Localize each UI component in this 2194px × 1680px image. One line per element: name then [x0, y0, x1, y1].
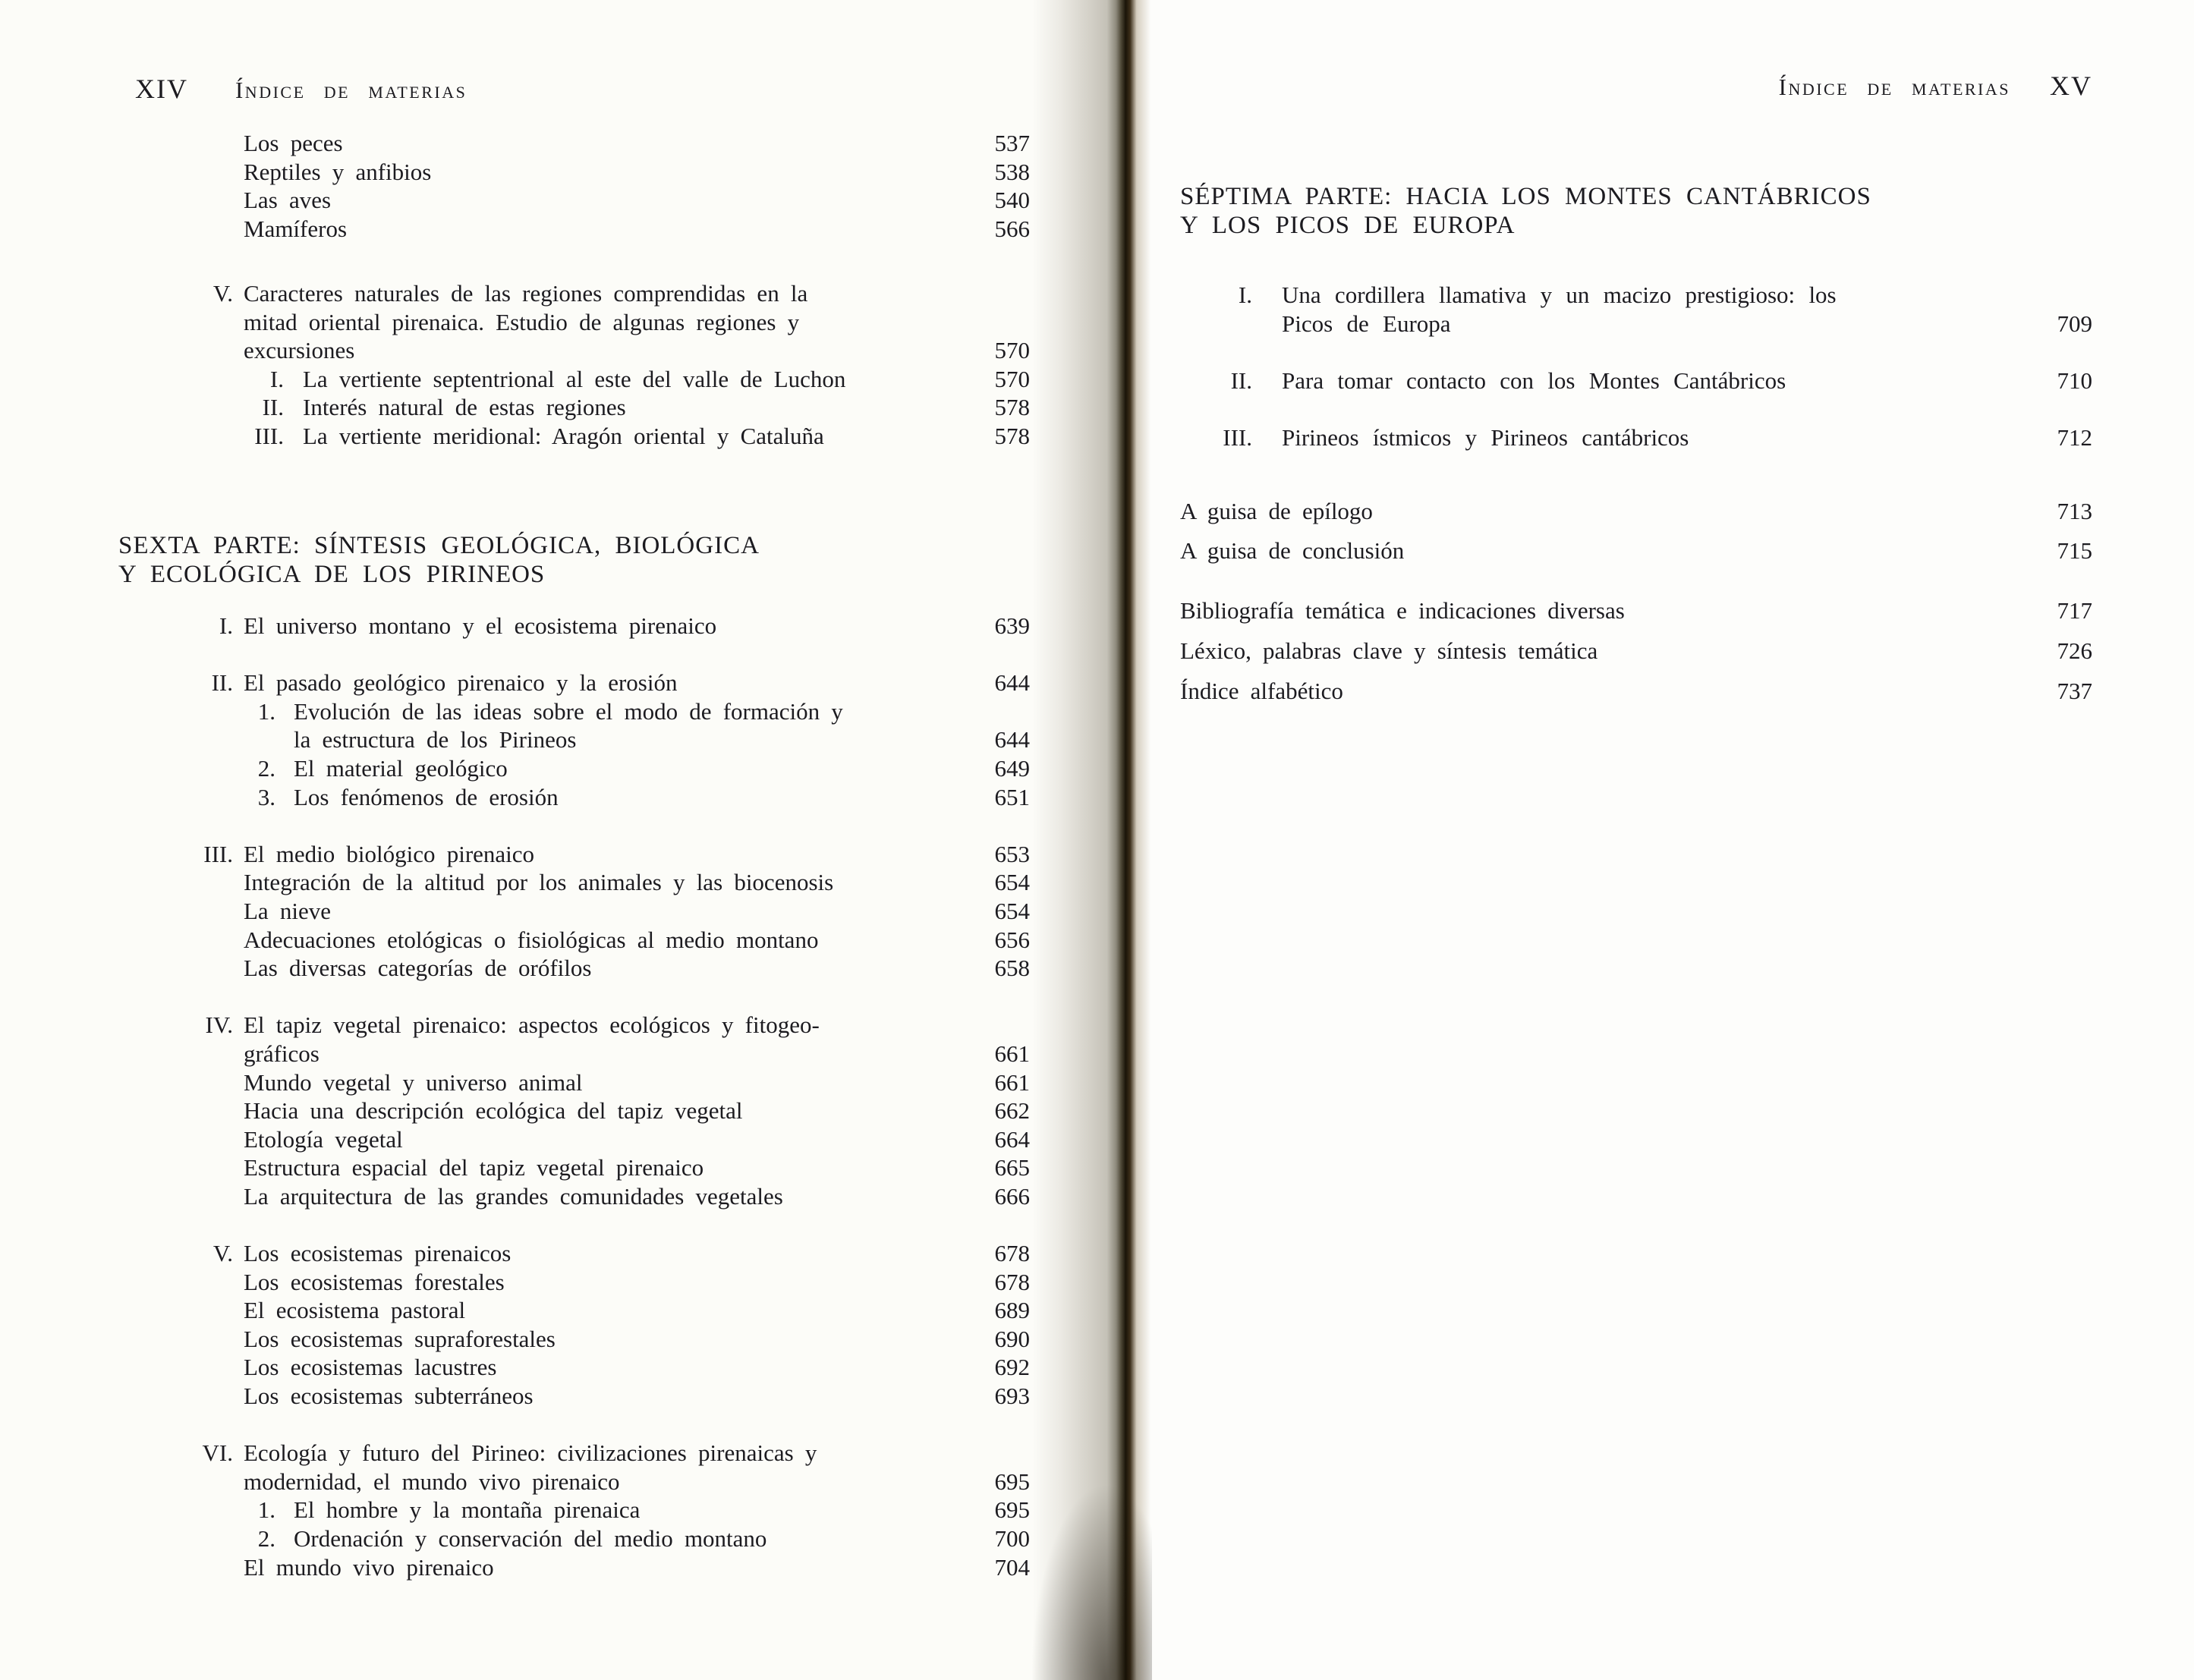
toc-entry-title: Índice alfabético	[1180, 678, 1343, 704]
toc-item-numeral-empty	[118, 1468, 233, 1496]
toc-entry-title: La vertiente meridional: Aragón oriental y Cataluña	[303, 422, 824, 449]
toc-item-numeral-empty	[118, 897, 233, 926]
toc-entry-title: El medio biológico pirenaico	[244, 840, 535, 867]
toc-item-numeral: V.	[212, 1240, 233, 1267]
toc-page-number: 566	[994, 215, 1030, 242]
toc-entry-title: La arquitectura de las grandes comunidades vegetales	[244, 1182, 783, 1210]
toc-row	[118, 1353, 1030, 1382]
part-heading-line: Y ECOLÓGICA DE LOS PIRINEOS	[118, 561, 546, 588]
toc-row	[1180, 671, 2092, 711]
toc-item-numeral-empty	[118, 215, 233, 244]
toc-entry-title: Los fenómenos de erosión	[294, 783, 559, 810]
toc-item-numeral-empty	[118, 1153, 233, 1182]
toc-row	[118, 365, 1030, 394]
toc-page-number: 662	[994, 1097, 1030, 1125]
toc-entry-title: Hacia una descripción ecológica del tapiz vegetal	[244, 1097, 743, 1125]
toc-item-numeral-empty	[118, 1040, 233, 1068]
toc-row	[118, 725, 1030, 754]
toc-section-septima-parte	[1180, 281, 2092, 452]
toc-page-number: 666	[994, 1182, 1030, 1210]
toc-page-number-empty	[2032, 281, 2092, 310]
toc-item-numeral: II.	[211, 669, 233, 697]
toc-page-number: 712	[2057, 423, 2092, 451]
toc-item-numeral: III.	[203, 840, 233, 867]
toc-item-numeral-empty	[118, 186, 233, 215]
toc-page-number: 644	[994, 726, 1030, 753]
toc-row	[118, 308, 1030, 337]
toc-page-number: 664	[994, 1125, 1030, 1153]
part-heading-line: SEXTA PARTE: SÍNTESIS GEOLÓGICA, BIOLÓGICA	[118, 532, 760, 559]
toc-row	[1180, 531, 2092, 571]
toc-page-number: 700	[994, 1525, 1030, 1552]
toc-item-numeral-empty	[118, 158, 233, 187]
toc-entry-title: El universo montano y el ecosistema pirenaico	[244, 612, 717, 639]
toc-page-number: 654	[994, 869, 1030, 896]
toc-page-number: 540	[994, 187, 1030, 214]
toc-entry-title: La vertiente septentrional al este del valle de Luchon	[303, 365, 846, 392]
toc-entry-title: La nieve	[244, 897, 332, 924]
toc-row	[118, 1496, 1030, 1524]
toc-page-number: 737	[2057, 678, 2092, 704]
toc-entry-title: Las aves	[244, 187, 332, 214]
toc-row	[118, 840, 1030, 869]
toc-row	[118, 783, 1030, 812]
toc-item-numeral: 1.	[257, 697, 275, 725]
toc-item-numeral-empty	[118, 1182, 233, 1211]
toc-entry-title: Los ecosistemas supraforestales	[244, 1325, 556, 1352]
part-heading-sexta	[118, 531, 760, 589]
toc-row	[118, 926, 1030, 955]
toc-page-number: 690	[994, 1325, 1030, 1352]
toc-item-numeral-empty	[118, 336, 233, 365]
toc-row	[118, 1096, 1030, 1125]
toc-row	[118, 1325, 1030, 1354]
toc-page-number: 704	[994, 1553, 1030, 1581]
toc-entry-title: Los ecosistemas pirenaicos	[244, 1240, 512, 1267]
toc-item-numeral-empty	[118, 308, 233, 337]
part-heading-septima	[1180, 182, 1871, 240]
toc-row	[118, 393, 1030, 422]
toc-page-number: 692	[994, 1354, 1030, 1381]
toc-entry-title: Mamíferos	[244, 215, 348, 242]
toc-page-number: 713	[2057, 498, 2092, 524]
toc-row	[1180, 631, 2092, 671]
toc-row	[118, 754, 1030, 783]
toc-entry-title: Integración de la altitud por los animales y las biocenosis	[244, 869, 834, 896]
toc-item-numeral-empty	[118, 1353, 233, 1382]
toc-page-number-empty	[969, 697, 1030, 726]
toc-item-numeral: 2.	[257, 754, 275, 782]
right-page-header	[1180, 70, 2092, 102]
toc-entry-title: la estructura de los Pirineos	[294, 726, 577, 753]
toc-item-numeral: III.	[1223, 423, 1252, 451]
toc-item-numeral-empty	[118, 1382, 233, 1411]
toc-page-number-empty	[969, 1011, 1030, 1040]
toc-row	[118, 1239, 1030, 1268]
running-header-left: Índice de materias	[235, 77, 467, 103]
part-heading-line: Y LOS PICOS DE EUROPA	[1180, 212, 1516, 239]
toc-row	[118, 1040, 1030, 1068]
toc-page-number: 709	[2057, 310, 2092, 337]
toc-item-numeral-empty	[118, 954, 233, 983]
toc-entry-title: A guisa de conclusión	[1180, 537, 1405, 564]
toc-page-number: 717	[2057, 597, 2092, 624]
toc-section-caracteres-naturales	[118, 279, 1030, 451]
toc-spacer	[118, 983, 1030, 1011]
toc-page-number: 710	[2057, 367, 2092, 394]
toc-page-number: 570	[994, 337, 1030, 364]
toc-page-number: 538	[994, 158, 1030, 185]
toc-spacer	[118, 1411, 1030, 1439]
toc-item-numeral-empty	[118, 1068, 233, 1097]
toc-page-number: 570	[994, 365, 1030, 392]
toc-section-back-matter	[1180, 590, 2092, 711]
toc-entry-title: mitad oriental pirenaica. Estudio de algunas regiones y	[244, 308, 800, 335]
toc-entry-title: Ecología y futuro del Pirineo: civilizaciones pirenaicas y	[244, 1439, 817, 1467]
toc-entry-title: Evolución de las ideas sobre el modo de formación y	[294, 697, 843, 725]
toc-row	[1180, 590, 2092, 631]
toc-page-number: 658	[994, 955, 1030, 982]
toc-spacer	[1180, 338, 2092, 367]
toc-page-number: 693	[994, 1383, 1030, 1410]
toc-row	[118, 1296, 1030, 1325]
toc-item-numeral: I.	[269, 365, 284, 392]
folio-number-left: XIV	[135, 74, 188, 104]
toc-spacer	[118, 811, 1030, 840]
toc-entry-title: Pirineos ístmicos y Pirineos cantábricos	[1282, 423, 1689, 451]
toc-page-number: 537	[994, 130, 1030, 156]
toc-entry-title: Estructura espacial del tapiz vegetal pirenaico	[244, 1154, 704, 1181]
toc-page-number: 661	[994, 1068, 1030, 1096]
toc-page-number: 578	[994, 394, 1030, 421]
toc-item-numeral-empty	[1180, 310, 1252, 338]
toc-item-numeral: I.	[219, 612, 233, 639]
toc-item-numeral: II.	[262, 394, 284, 421]
toc-entry-title: El hombre y la montaña pirenaica	[294, 1496, 641, 1524]
toc-entry-title: Adecuaciones etológicas o fisiológicas al medio montano	[244, 926, 819, 953]
toc-item-numeral-empty	[118, 1096, 233, 1125]
toc-page-number: 695	[994, 1468, 1030, 1495]
toc-page-number: 715	[2057, 537, 2092, 564]
toc-page-number: 653	[994, 840, 1030, 867]
toc-page-number: 654	[994, 897, 1030, 924]
toc-spacer	[1180, 395, 2092, 423]
toc-row	[118, 1011, 1030, 1040]
toc-item-numeral-empty	[118, 1296, 233, 1325]
toc-item-numeral: IV.	[205, 1011, 233, 1039]
toc-entry-title: Mundo vegetal y universo animal	[244, 1068, 583, 1096]
toc-row	[1180, 310, 2092, 338]
toc-item-numeral-empty	[118, 1268, 233, 1297]
toc-item-numeral-empty	[118, 868, 233, 897]
toc-entry-title: El pasado geológico pirenaico y la erosión	[244, 669, 678, 697]
toc-entry-title: excursiones	[244, 337, 355, 364]
toc-row	[118, 868, 1030, 897]
running-header-right: Índice de materias	[1778, 74, 2010, 100]
toc-row	[118, 897, 1030, 926]
toc-row	[118, 697, 1030, 726]
toc-entry-title: modernidad, el mundo vivo pirenaico	[244, 1468, 620, 1495]
toc-entry-title: Picos de Europa	[1282, 310, 1451, 337]
toc-row	[1180, 281, 2092, 310]
toc-item-numeral-empty	[118, 1553, 233, 1582]
toc-entry-title: Ordenación y conservación del medio montano	[294, 1525, 767, 1552]
toc-row	[118, 1439, 1030, 1468]
toc-entry-title: Los peces	[244, 130, 343, 156]
toc-row	[118, 954, 1030, 983]
toc-row	[1180, 367, 2092, 395]
toc-spacer	[118, 1210, 1030, 1239]
toc-entry-title: Para tomar contacto con los Montes Cantábricos	[1282, 367, 1786, 394]
toc-spacer	[118, 640, 1030, 669]
toc-entry-title: Léxico, palabras clave y síntesis temática	[1180, 637, 1598, 664]
toc-entry-title: El tapiz vegetal pirenaico: aspectos ecológicos y fitogeo-	[244, 1011, 820, 1039]
toc-row	[118, 215, 1030, 244]
part-heading-line: SÉPTIMA PARTE: HACIA LOS MONTES CANTÁBRICOS	[1180, 183, 1871, 210]
toc-item-numeral: I.	[1238, 282, 1252, 308]
toc-item-numeral-empty	[118, 1325, 233, 1354]
toc-page-number-empty	[969, 279, 1030, 308]
toc-page-number: 661	[994, 1040, 1030, 1067]
toc-row	[118, 1553, 1030, 1582]
toc-page-number: 651	[994, 783, 1030, 810]
toc-section-fauna	[118, 129, 1030, 243]
toc-row	[118, 129, 1030, 158]
toc-section-sexta-parte	[118, 612, 1030, 1581]
toc-item-numeral: III.	[254, 422, 284, 449]
folio-number-right: XV	[2050, 71, 2092, 101]
toc-row	[118, 1524, 1030, 1553]
toc-row	[118, 612, 1030, 640]
right-page	[1123, 0, 2194, 1680]
toc-item-numeral-empty	[118, 129, 233, 158]
toc-item-numeral: 1.	[257, 1496, 275, 1524]
toc-row	[118, 1125, 1030, 1154]
toc-entry-title: Las diversas categorías de orófilos	[244, 955, 592, 982]
toc-page-number: 689	[994, 1297, 1030, 1324]
toc-item-numeral-empty	[118, 1125, 233, 1154]
toc-entry-title: gráficos	[244, 1040, 319, 1067]
toc-page-number: 644	[994, 669, 1030, 697]
toc-entry-title: El mundo vivo pirenaico	[244, 1553, 494, 1581]
toc-page-number: 678	[994, 1268, 1030, 1295]
toc-entry-title: Interés natural de estas regiones	[303, 394, 626, 421]
left-page-header	[135, 73, 467, 105]
toc-entry-title: Etología vegetal	[244, 1125, 403, 1153]
toc-row	[118, 1268, 1030, 1297]
toc-entry-title: Una cordillera llamativa y un macizo prestigioso: los	[1282, 282, 1837, 308]
toc-row	[118, 1068, 1030, 1097]
toc-row	[118, 1468, 1030, 1496]
toc-page-number: 695	[994, 1496, 1030, 1524]
toc-row	[118, 186, 1030, 215]
toc-item-numeral: V.	[212, 280, 233, 307]
toc-row	[118, 1182, 1030, 1211]
toc-page-number-empty	[969, 308, 1030, 337]
toc-entry-title: El ecosistema pastoral	[244, 1297, 466, 1324]
toc-row	[118, 669, 1030, 697]
toc-item-numeral: 3.	[257, 783, 275, 810]
toc-row	[1180, 423, 2092, 452]
toc-item-numeral: 2.	[257, 1525, 275, 1552]
toc-entry-title: A guisa de epílogo	[1180, 498, 1373, 524]
toc-row	[118, 1382, 1030, 1411]
toc-page-number-empty	[969, 1439, 1030, 1468]
toc-page-number: 726	[2057, 637, 2092, 664]
toc-item-numeral-empty	[118, 926, 233, 955]
toc-row	[118, 158, 1030, 187]
toc-section-epilogo	[1180, 492, 2092, 571]
toc-item-numeral: II.	[1230, 367, 1252, 394]
toc-entry-title: Los ecosistemas lacustres	[244, 1354, 497, 1381]
toc-page-number: 639	[994, 612, 1030, 639]
toc-row	[118, 279, 1030, 308]
toc-row	[118, 1153, 1030, 1182]
toc-page-number: 665	[994, 1154, 1030, 1181]
toc-entry-title: Los ecosistemas subterráneos	[244, 1383, 534, 1410]
toc-entry-title: Caracteres naturales de las regiones comprendidas en la	[244, 280, 808, 307]
toc-page-number: 678	[994, 1240, 1030, 1267]
toc-entry-title: Reptiles y anfibios	[244, 158, 432, 185]
toc-row	[1180, 492, 2092, 531]
toc-entry-title: Bibliografía temática e indicaciones diversas	[1180, 597, 1625, 624]
toc-item-numeral-empty	[118, 725, 275, 754]
toc-entry-title: Los ecosistemas forestales	[244, 1268, 505, 1295]
toc-row	[118, 422, 1030, 451]
toc-row	[118, 336, 1030, 365]
toc-page-number: 656	[994, 926, 1030, 953]
toc-item-numeral: VI.	[202, 1439, 233, 1467]
toc-page-number: 578	[994, 422, 1030, 449]
toc-entry-title: El material geológico	[294, 754, 508, 782]
toc-page-number: 649	[994, 754, 1030, 782]
